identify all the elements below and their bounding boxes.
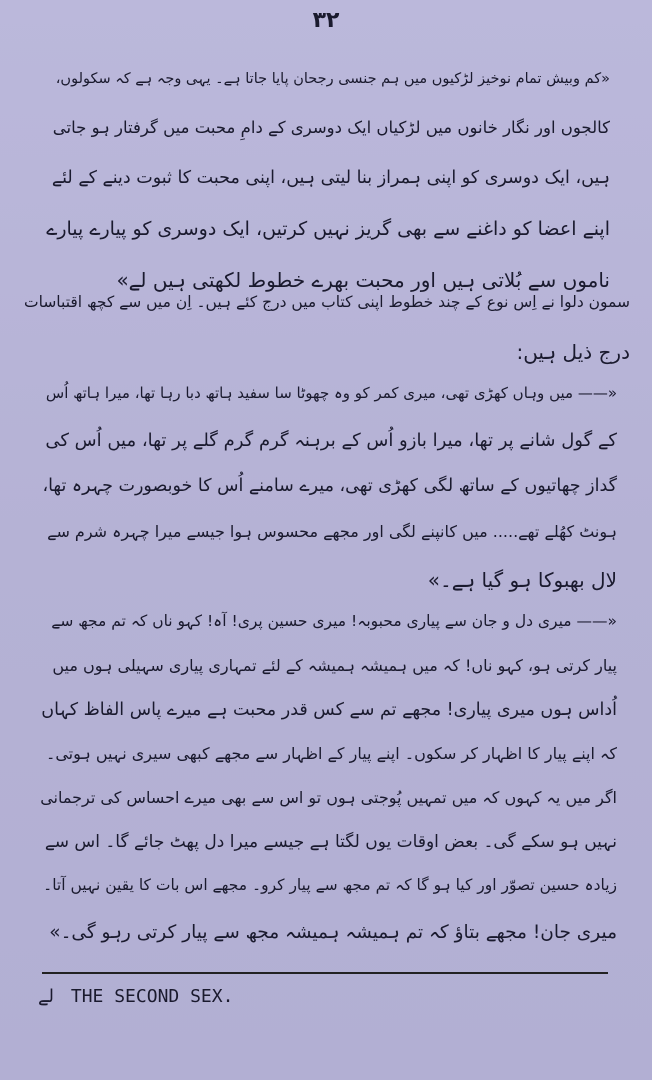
paragraph-2 [20,295,630,375]
page-number: ۳۲ [312,8,340,33]
text-line: ہیں، ایک دوسری کو اپنی ہمراز بنا لیتی ہیں، اپنی محبت کا ثبوت دینے کے لئے [51,168,610,188]
footnote-text: THE SECOND SEX. [70,986,234,1007]
text-line: «—— میری دل و جان سے پیاری محبوبہ! میری حسین پری! آہ! کہو ناں کہ تم مجھ سے [51,612,617,630]
text-line: «—— میں وہاں کھڑی تھی، میری کمر کو وہ چھوٹا سا سفید ہاتھ دبا رہا تھا، میرا ہاتھ اُس [45,384,617,402]
text-line: اُداس ہوں میری پیاری! مجھے تم سے کس قدر محبت ہے میرے پاس الفاظ کہاں [41,700,617,720]
text-line: لال بھبوکا ہو گیا ہے۔» [427,568,617,592]
text-line: سمون دلوا نے اِس نوع کے چند خطوط اپنی کتاب میں درج کئے ہیں۔ اِن میں سے کچھ اقتباسات [24,293,630,311]
footnote-marker: لے [38,986,55,1007]
text-line: «کم وبیش تمام نوخیز لڑکیوں میں ہم جنسی رجحان پایا جاتا ہے۔ یہی وجہ ہے کہ سکولوں، [55,71,610,87]
text-line: کہ اپنے پیار کا اظہار کر سکوں۔ اپنے پیار کے اظہار سے مجھے کبھی سیری نہیں ہوتی۔ [45,744,617,763]
text-line: ہونٹ کھُلے تھے..... میں کانپنے لگی اور مجھے محسوس ہوا جیسے میرا چہرہ شرم سے [47,522,617,541]
text-line: پیار کرتی ہو، کہو ناں! کہ میں ہمیشہ ہمیشہ کے لئے تمہاری پیاری سہیلی ہوں میں [52,656,617,675]
text-line: میری جان! مجھے بتاؤ کہ تم ہمیشہ ہمیشہ مجھ سے پیار کرتی رہو گی۔» [49,922,617,943]
paragraph-4 [37,614,617,964]
text-line: اپنے اعضا کو داغنے سے بھی گریز نہیں کرتیں، ایک دوسری کو پیارے پیارے [46,218,610,240]
text-line: زیادہ حسین تصوّر اور کیا ہو گا کہ تم مجھ سے پیار کرو۔ مجھے اس بات کا یقین نہیں آتا۔ [43,876,617,894]
text-line: ناموں سے بُلاتی ہیں اور محبت بھرے خطوط لکھتی ہیں لے» [116,268,610,292]
paragraph-3 [37,386,617,596]
footnote-divider [42,972,608,974]
text-line: نہیں ہو سکے گی۔ بعض اوقات یوں لگتا ہے جیسے میرا دل پھٹ جائے گا۔ اس سے [44,832,617,852]
text-line: درج ذیل ہیں: [516,340,630,364]
text-line: اگر میں یہ کہوں کہ میں تمہیں پُوجتی ہوں تو اس سے بھی میرے احساس کی ترجمانی [40,788,617,807]
text-line: کالجوں اور نگار خانوں میں لڑکیاں ایک دوسری کے دامِ محبت میں گرفتار ہو جاتی [52,118,610,137]
footnote [38,986,233,1007]
text-line: گداز چھاتیوں کے ساتھ لگی کھڑی تھی، میرے سامنے اُس کا خوبصورت چہرہ تھا، [42,476,617,496]
paragraph-1 [40,72,610,292]
text-line: کے گول شانے پر تھا، میرا بازو اُس کے برہنہ گرم گرم گلے پر تھا، میں اُس کی [45,430,617,451]
